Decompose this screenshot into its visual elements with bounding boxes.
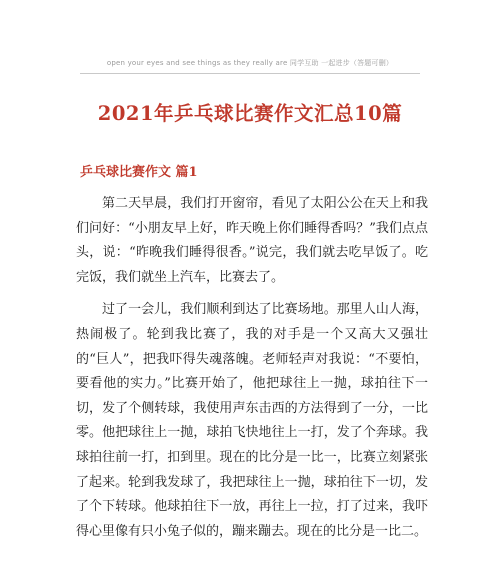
- paragraph-2: 过了一会儿，我们顺利到达了比赛场地。那里人山人海，热闹极了。轮到我比赛了，我的对手是一个又高大又强壮的“巨人”，把我吓得失魂落魄。老师轻声对我说：“不要怕，要看他的实力。”比赛开始了，他把球往上一抛，球拍往下一切，发了个侧转球，我使用声东击西的方法得到了一分，一比零。他把球往上一抛，球拍飞快地往上一打，发了个奔球。我球拍往前一打，扣到里。现在的比分是一比一，比赛立刻紧张了起来。轮到我发球了，我把球往上一抛，球拍往下一切，发了个下转球。他球拍往下一放，再往上一拉，打了过来，我吓得心里像有只小兔子似的，蹦来蹦去。现在的比分是一比二。: [76, 302, 428, 539]
- article-body: [76, 192, 428, 544]
- section-heading: 乒乓球比赛作文 篇1: [80, 165, 198, 180]
- header-tagline: open your eyes and see things as they really are 同学互助 一起进步（答题可删）: [106, 59, 394, 67]
- header-divider: [80, 73, 420, 74]
- document-title: 2021年乒乓球比赛作文汇总10篇: [97, 102, 403, 125]
- paragraph-1: 第二天早晨，我们打开窗帘，看见了太阳公公在天上和我们问好：“小朋友早上好，昨天晚上你们睡得香吗？”我们点点头，说：“昨晚我们睡得很香。”说完，我们就去吃早饭了。吃完饭，我们就坐上汽车，比赛去了。: [76, 196, 428, 285]
